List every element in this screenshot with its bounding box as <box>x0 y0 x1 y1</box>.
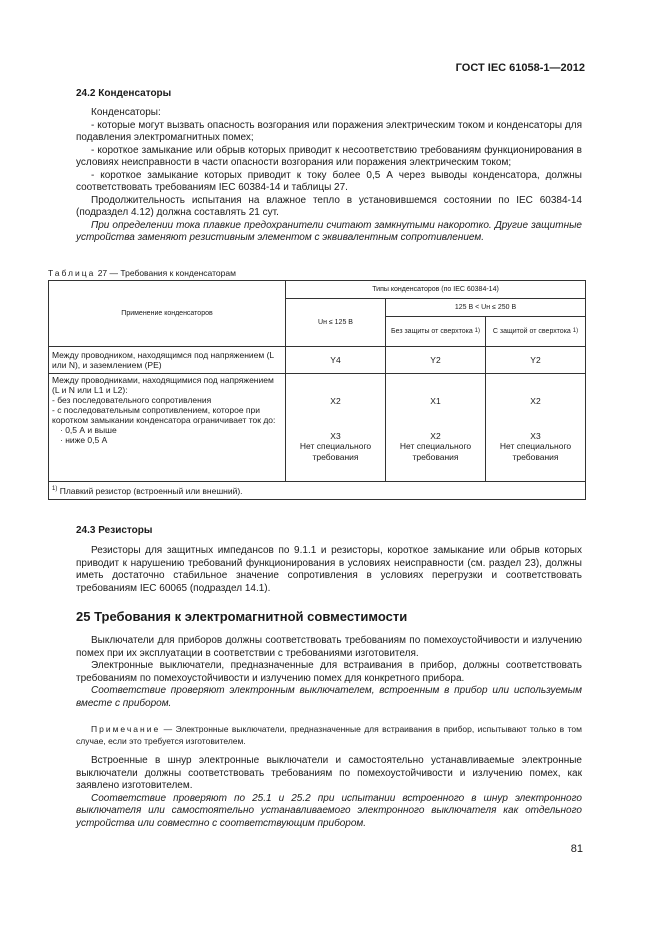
row2-value: X3 <box>330 430 341 441</box>
row2-text: Между проводниками, находящимися под напряжением (L и N или L1 и L2): <box>52 375 274 395</box>
row2-value: Нет специального требования <box>399 441 472 462</box>
header-with-protection <box>486 317 586 347</box>
document-header: ГОСТ IEC 61058-1—2012 <box>455 62 585 74</box>
header-range: 125 В < Uн ≤ 250 В <box>386 299 586 317</box>
row2-value: X2 <box>330 396 341 406</box>
section-24-3-heading: 24.3 Резисторы <box>76 525 153 536</box>
header-no-protection-label: Без защиты от сверхтока <box>390 328 473 335</box>
header-application: Применение конденсаторов <box>49 281 286 347</box>
note <box>76 723 582 747</box>
section-25-body-a <box>76 635 582 710</box>
footnote-mark: 1) <box>474 328 481 334</box>
note-text: — Электронные выключатели, предназначенные для встраивания в прибор, испытывают только в том случае, если это требуется изготовителем. <box>76 724 582 746</box>
row2-cell <box>386 374 486 482</box>
row2-text: · 0,5 А и выше <box>60 425 117 435</box>
paragraph: Встроенные в шнур электронные выключатели и самостоятельно устанавливаемые электронные выключатели должны соответствовать требованиям по помехоустойчивости и излучению помех, как заявлено изготовителем. <box>76 755 582 791</box>
header-u125: Uн ≤ 125 В <box>286 299 386 347</box>
note-word: Примечание <box>91 724 161 734</box>
row1-cell: Y2 <box>386 347 486 374</box>
row2-text: · ниже 0,5 А <box>60 435 108 445</box>
paragraph: Соответствие проверяют по 25.1 и 25.2 при испытании встроенного в шнур электронного выключателя или самостоятельно устанавливаемого электронного выключателя как отдельного устройства или совместно с соответствующим прибором. <box>76 792 582 829</box>
row2-value: Нет специального требования <box>299 441 372 462</box>
table-footnote <box>49 482 586 500</box>
row2-value: X2 <box>430 430 441 441</box>
row2-text: - без последовательного сопротивления <box>52 395 212 405</box>
row2-cell <box>486 374 586 482</box>
footnote-mark: 1) <box>52 485 58 492</box>
row1-cell: Y4 <box>286 347 386 374</box>
paragraph: Конденсаторы: <box>91 107 161 118</box>
row2-value: X1 <box>430 396 441 406</box>
footnote-mark: 1) <box>572 328 579 334</box>
row2-label <box>49 374 286 482</box>
row2-text: - с последовательным сопротивлением, которое при коротком замыкании конденсатора ограничивает ток до: <box>52 405 276 425</box>
row2-value: X2 <box>530 396 541 406</box>
header-types: Типы конденсаторов (по IEC 60384-14) <box>286 281 586 299</box>
paragraph: - короткое замыкание которых приводит к току более 0,5 А через выводы конденсатора, должны соответствовать требованиям IEC 60384-14 и таблицы 27. <box>76 169 582 193</box>
header-with-protection-label: С защитой от сверхтока <box>492 328 571 335</box>
paragraph: - короткое замыкание или обрыв которых приводит к несоответствию требованиям функционирования в условиях неисправности в части опасности возгорания или поражения электрическим током; <box>76 144 582 168</box>
table-caption <box>48 268 236 278</box>
paragraph: Электронные выключатели, предназначенные для встраивания в прибор, должны соответствовать требованиям по помехоустойчивости и излучению помех для конкретного прибора. <box>76 660 582 684</box>
page-number: 81 <box>570 843 583 855</box>
paragraph: Выключатели для приборов должны соответствовать требованиям по помехоустойчивости и излучению помех при их эксплуатации в соответствии с требованиями изготовителя. <box>76 635 582 659</box>
row2-value: X3 <box>530 430 541 441</box>
row1-cell: Y2 <box>486 347 586 374</box>
capacitor-table <box>48 280 586 500</box>
paragraph: При определении тока плавкие предохранители считают замкнутыми накоротко. Другие защитные устройства заменяют резистивным элементом с эквивалентным сопротивлением. <box>76 219 582 243</box>
table-caption-word: Таблица <box>48 268 96 278</box>
table-caption-text: 27 — Требования к конденсаторам <box>97 268 236 278</box>
section-24-2-heading: 24.2 Конденсаторы <box>76 88 172 99</box>
footnote-text: Плавкий резистор (встроенный или внешний). <box>59 485 243 496</box>
paragraph: Соответствие проверяют электронным выключателем, встроенным в прибор или используемым вместе с прибором. <box>76 685 582 709</box>
header-no-protection <box>386 317 486 347</box>
section-25-heading: 25 Требования к электромагнитной совместимости <box>76 609 408 624</box>
section-24-3-body: Резисторы для защитных импедансов по 9.1.1 и резисторы, короткое замыкание или обрыв которых приводит к нарушению требований функционирования в условиях неисправности (см. раздел 23), должны иметь достаточно стабильное значение сопротивления в условиях перегрузки и соответствовать требованиям IEC 60065 (подраздел 14.1). <box>76 545 582 594</box>
row1-label: Между проводником, находящимся под напряжением (L или N), и заземлением (PE) <box>49 347 286 374</box>
paragraph: Продолжительность испытания на влажное тепло в установившемся состоянии по IEC 60384-14 (подраздел 4.12) должна составлять 21 сут. <box>76 194 582 218</box>
section-25-body-b <box>76 755 582 830</box>
row2-value: Нет специального требования <box>499 441 572 462</box>
section-24-2-body <box>76 107 582 245</box>
row2-cell <box>286 374 386 482</box>
paragraph: - которые могут вызвать опасность возгорания или поражения электрическим током и конденсаторы для подавления электромагнитных помех; <box>76 119 582 143</box>
